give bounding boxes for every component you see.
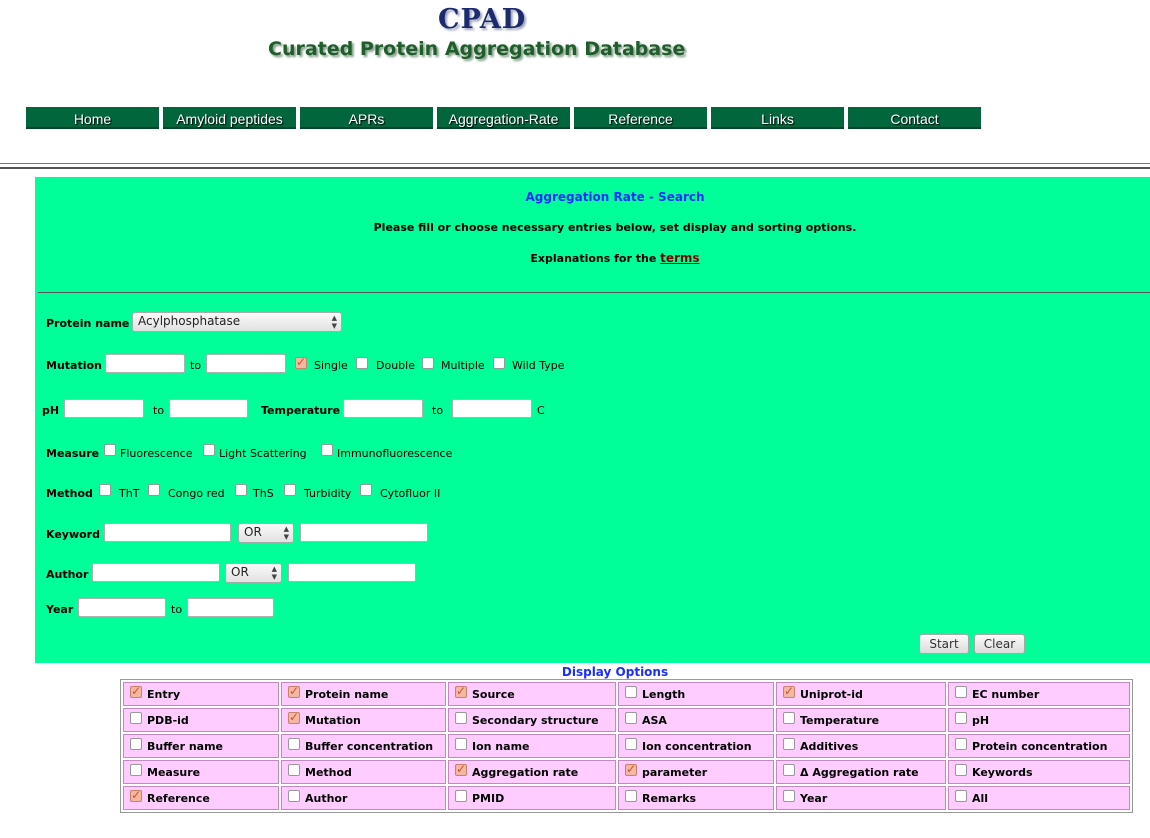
display-options-table [120,679,1133,813]
search-title: Aggregation Rate - Search [525,190,705,204]
display-options-title: Display Options [561,665,669,679]
display-option-label: Protein concentration [972,739,1108,753]
temperature-label: Temperature [261,404,341,417]
display-option-label: PMID [472,791,505,805]
display-option-label: Secondary structure [472,713,599,727]
display-option-checkbox[interactable] [455,712,467,724]
temperature-from-input[interactable] [343,399,423,418]
display-option-label: All [972,791,989,805]
method-cytofluor-label: Cytofluor II [380,487,441,500]
display-option [955,683,1129,705]
display-option [783,787,945,809]
display-option [955,735,1129,757]
display-option [455,683,615,705]
display-option-label: Author [305,791,348,805]
to-label: to [171,603,183,616]
display-option-checkbox[interactable] [955,738,967,750]
measure-light-scattering-label: Light Scattering [219,447,307,460]
display-option-checkbox[interactable] [625,764,637,776]
display-option-label: parameter [642,765,708,779]
display-option-checkbox[interactable] [625,686,637,698]
display-option-cell [448,682,616,706]
display-option-label: Buffer concentration [305,739,434,753]
nav-links[interactable]: Links [711,107,844,129]
display-option-label: Reference [147,791,210,805]
display-option [955,761,1129,783]
display-option-cell [948,708,1130,732]
display-option-cell [618,734,774,758]
display-option-cell [448,760,616,784]
display-option-checkbox[interactable] [955,686,967,698]
display-option-checkbox[interactable] [783,790,795,802]
display-option-cell [448,708,616,732]
display-option [783,735,945,757]
display-option [288,709,445,731]
clear-button[interactable]: Clear [974,634,1025,654]
display-option-label: EC number [972,687,1040,701]
display-option-cell [618,708,774,732]
display-option [455,761,615,783]
keyword-operator-value: OR [244,525,262,539]
method-ths-checkbox[interactable] [235,484,247,496]
display-option-label: Mutation [305,713,361,727]
display-option-label: Buffer name [147,739,224,753]
display-option-checkbox[interactable] [955,712,967,724]
display-options-row [123,682,1130,706]
display-option-checkbox[interactable] [130,764,142,776]
method-label: Method [46,487,93,500]
mutation-from-input[interactable] [105,354,185,373]
display-option [288,735,445,757]
display-option [955,709,1129,731]
display-option-cell [123,760,279,784]
display-option-cell [281,760,446,784]
protein-name-select[interactable] [132,312,342,332]
display-option-checkbox[interactable] [130,738,142,750]
display-option-label: Δ Aggregation rate [800,765,919,779]
display-option [783,709,945,731]
mutation-to-input[interactable] [206,354,286,373]
display-option-checkbox[interactable] [288,790,300,802]
select-arrows-icon: ▲ ▼ [271,565,277,581]
display-option-label: Additives [800,739,859,753]
display-option [130,709,278,731]
display-option-cell [448,786,616,810]
nav-reference[interactable]: Reference [574,107,707,129]
mutation-wildtype-label: Wild Type [512,359,565,372]
display-option-cell [618,760,774,784]
year-to-input[interactable] [187,598,274,617]
display-option-cell [618,786,774,810]
display-option-cell [776,708,946,732]
site-subtitle: Curated Protein Aggregation Database [268,38,686,60]
display-option-cell [776,682,946,706]
display-option-label: Ion concentration [642,739,752,753]
method-turbidity-checkbox[interactable] [284,484,296,496]
search-instructions: Please fill or choose necessary entries below, set display and sorting options. [373,221,857,234]
keyword-input-1[interactable] [104,523,231,542]
display-option-cell [281,708,446,732]
display-option-cell [281,786,446,810]
display-option-label: Source [472,687,515,701]
ph-label: pH [42,404,60,417]
display-option-checkbox[interactable] [130,790,142,802]
divider [0,163,1150,164]
display-option [783,683,945,705]
display-option-label: Length [642,687,686,701]
author-label: Author [46,568,89,581]
display-option-label: Measure [147,765,201,779]
display-option-checkbox[interactable] [625,712,637,724]
select-arrows-icon: ▲ ▼ [331,314,337,330]
mutation-single-checkbox[interactable] [295,357,307,369]
terms-prefix: Explanations for the [530,252,657,265]
terms-explanation [35,251,1150,265]
mutation-wildtype-checkbox[interactable] [493,357,505,369]
display-option-cell [948,734,1130,758]
display-option-cell [948,786,1130,810]
display-option-checkbox[interactable] [288,764,300,776]
display-option-cell [123,708,279,732]
display-option-cell [123,734,279,758]
start-button[interactable]: Start [919,634,969,654]
display-option-checkbox[interactable] [783,712,795,724]
site-title: CPAD [438,4,527,35]
nav-home[interactable]: Home [26,107,159,129]
method-tht-label: ThT [119,487,140,500]
nav-amyloid-peptides[interactable]: Amyloid peptides [163,107,296,129]
display-option-label: Ion name [472,739,530,753]
display-options-row [123,786,1130,810]
measure-fluorescence-checkbox[interactable] [104,444,116,456]
mutation-single-label: Single [314,359,348,372]
mutation-multiple-checkbox[interactable] [422,357,434,369]
nav-contact[interactable]: Contact [848,107,981,129]
display-option-cell [618,682,774,706]
display-option-cell [281,734,446,758]
nav-aprs[interactable]: APRs [300,107,433,129]
display-option [625,683,773,705]
display-option [955,787,1129,809]
author-input-2[interactable] [288,563,416,582]
display-option-cell [948,682,1130,706]
display-option-cell [123,682,279,706]
display-option-cell [448,734,616,758]
display-option-checkbox[interactable] [625,790,637,802]
display-option-checkbox[interactable] [288,712,300,724]
display-option-cell [123,786,279,810]
nav-aggregation-rate[interactable]: Aggregation-Rate [437,107,570,129]
author-input-1[interactable] [92,563,220,582]
measure-fluorescence-label: Fluorescence [120,447,193,460]
keyword-label: Keyword [46,528,100,541]
measure-light-scattering-checkbox[interactable] [203,444,215,456]
measure-immunofluorescence-label: Immunofluorescence [337,447,453,460]
display-option-cell [948,760,1130,784]
display-option-checkbox[interactable] [130,712,142,724]
method-turbidity-label: Turbidity [304,487,352,500]
display-option-label: pH [972,713,990,727]
method-tht-checkbox[interactable] [99,484,111,496]
method-congo-red-label: Congo red [168,487,225,500]
search-panel [35,177,1150,663]
display-option-checkbox[interactable] [455,738,467,750]
protein-name-label: Protein name [46,317,130,330]
display-option-label: Aggregation rate [472,765,579,779]
divider [38,292,1150,293]
mutation-double-checkbox[interactable] [356,357,368,369]
display-option-label: Keywords [972,765,1033,779]
display-option-label: Remarks [642,791,697,805]
ph-to-input[interactable] [169,399,248,418]
display-option-checkbox[interactable] [783,686,795,698]
display-option-cell [776,760,946,784]
display-option [130,761,278,783]
temperature-unit: C [537,404,545,417]
display-option [130,735,278,757]
mutation-multiple-label: Multiple [441,359,485,372]
terms-link[interactable]: terms [660,251,700,265]
select-arrows-icon: ▲ ▼ [283,525,289,541]
display-option-label: Protein name [305,687,389,701]
measure-immunofluorescence-checkbox[interactable] [321,444,333,456]
display-options-row [123,708,1130,732]
keyword-input-2[interactable] [300,523,428,542]
display-option [783,761,945,783]
display-option [625,787,773,809]
display-option [288,683,445,705]
method-congo-red-checkbox[interactable] [148,484,160,496]
protein-name-value: Acylphosphatase [138,314,241,328]
display-option [455,787,615,809]
display-option [455,735,615,757]
ph-from-input[interactable] [64,399,144,418]
display-option [130,683,278,705]
method-ths-label: ThS [253,487,274,500]
display-option [288,761,445,783]
display-option-cell [776,786,946,810]
display-option [625,761,773,783]
temperature-to-input[interactable] [452,399,532,418]
display-option-label: Year [800,791,828,805]
author-operator-value: OR [231,565,249,579]
display-option-checkbox[interactable] [455,764,467,776]
display-option [625,709,773,731]
display-option-cell [281,682,446,706]
display-option [455,709,615,731]
display-option-label: Uniprot-id [800,687,863,701]
display-option-checkbox[interactable] [455,790,467,802]
display-option [288,787,445,809]
method-cytofluor-checkbox[interactable] [360,484,372,496]
display-option-label: Entry [147,687,181,701]
measure-label: Measure [46,447,100,460]
display-option-label: PDB-id [147,713,189,727]
display-option-checkbox[interactable] [288,686,300,698]
display-options-row [123,734,1130,758]
display-option-checkbox[interactable] [625,738,637,750]
display-option-label: Method [305,765,352,779]
display-option-checkbox[interactable] [955,764,967,776]
display-option-checkbox[interactable] [783,738,795,750]
display-option [625,735,773,757]
to-label: to [153,404,165,417]
display-option-label: Temperature [800,713,880,727]
display-options-row [123,760,1130,784]
keyword-operator-select[interactable] [238,523,294,543]
author-operator-select[interactable] [225,563,282,583]
display-option-checkbox[interactable] [130,686,142,698]
year-label: Year [46,603,74,616]
year-from-input[interactable] [78,598,166,617]
divider [0,167,1150,169]
display-option [130,787,278,809]
display-option-checkbox[interactable] [455,686,467,698]
display-option-checkbox[interactable] [955,790,967,802]
mutation-label: Mutation [46,359,102,372]
display-option-label: ASA [642,713,667,727]
display-option-checkbox[interactable] [288,738,300,750]
display-option-checkbox[interactable] [783,764,795,776]
to-label: to [432,404,444,417]
mutation-double-label: Double [376,359,415,372]
to-label: to [190,359,202,372]
display-option-cell [776,734,946,758]
